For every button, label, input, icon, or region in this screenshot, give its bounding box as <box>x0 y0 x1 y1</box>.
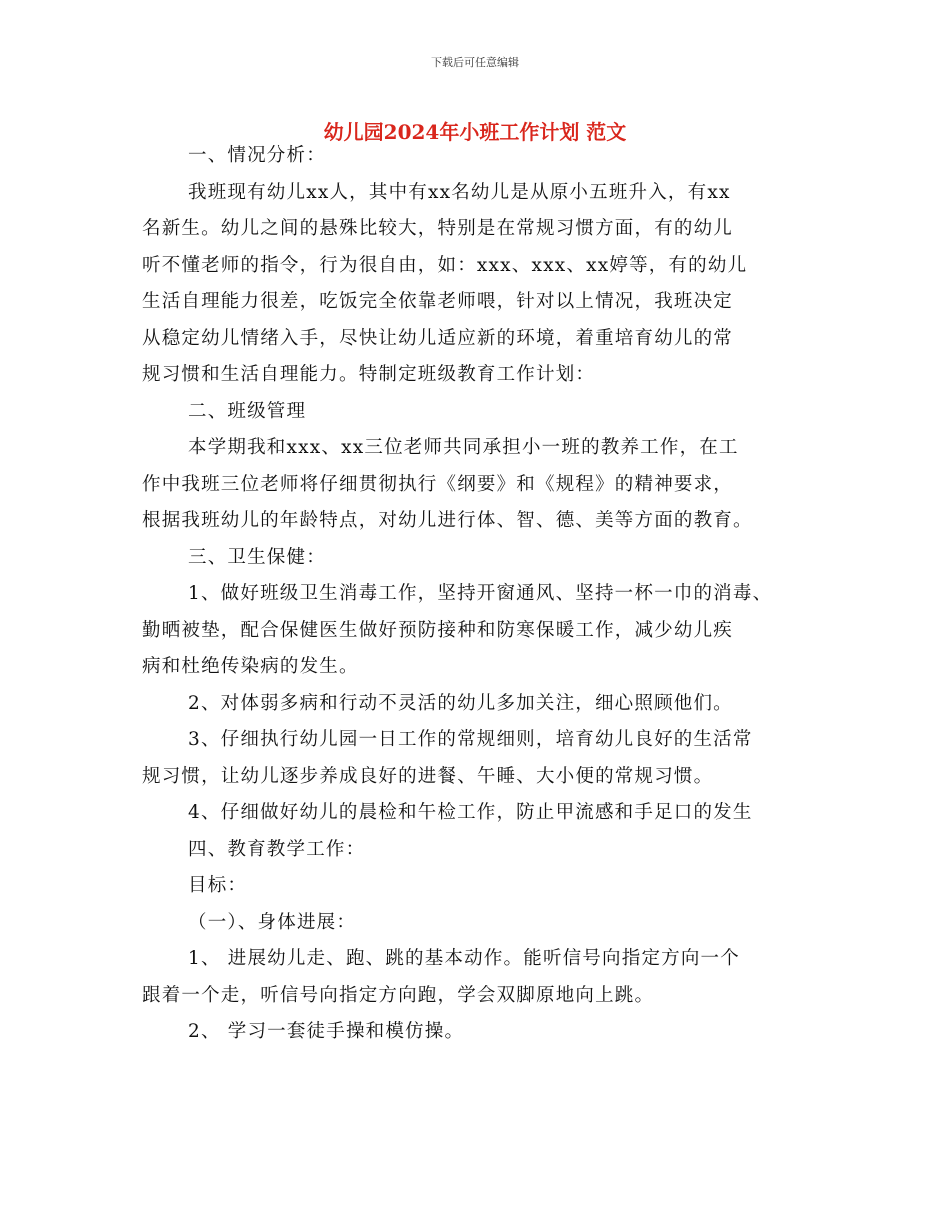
paragraph-line: 勤晒被垫，配合保健医生做好预防接种和防寒保暖工作，减少幼儿疾 <box>142 619 734 641</box>
paragraph-line: 4、仔细做好幼儿的晨检和午检工作，防止甲流感和手足口的发生 <box>188 802 753 823</box>
paragraph-line: 3、仔细执行幼儿园一日工作的常规细则，培育幼儿良好的生活常 <box>188 729 753 750</box>
paragraph-line: 规习惯和生活自理能力。特制定班级教育工作计划： <box>142 364 596 385</box>
paragraph-line: 1、做好班级卫生消毒工作，坚持开窗通风、坚持一杯一巾的消毒、 <box>188 583 773 604</box>
paragraph-line: 根据我班幼儿的年龄特点，对幼儿进行体、智、德、美等方面的教育。 <box>142 510 753 531</box>
paragraph-line: 1、 进展幼儿走、跑、跳的基本动作。能听信号向指定方向一个 <box>188 948 740 969</box>
document-body <box>142 138 822 1051</box>
paragraph-line: 名新生。幼儿之间的悬殊比较大，特别是在常规习惯方面，有的幼儿 <box>142 218 734 239</box>
paragraph-line: 2、 学习一套徒手操和模仿操。 <box>188 1021 465 1042</box>
paragraph-line: 我班现有幼儿xx人，其中有xx名幼儿是从原小五班升入，有xx <box>188 181 731 203</box>
paragraph-line: （一）、身体进展： <box>188 911 357 933</box>
paragraph-line: 听不懂老师的指令，行为很自由，如：xxx、xxx、xx婷等，有的幼儿 <box>142 254 748 276</box>
paragraph-line: 从稳定幼儿情绪入手，尽快让幼儿适应新的环境，着重培育幼儿的常 <box>142 327 734 349</box>
paragraph-line: 二、班级管理 <box>188 400 307 422</box>
paragraph-line: 三、卫生保健： <box>188 546 326 568</box>
paragraph-line: 规习惯，让幼儿逐步养成良好的进餐、午睡、大小便的常规习惯。 <box>142 765 714 787</box>
paragraph-line: 一、情况分析： <box>188 145 326 166</box>
paragraph-line: 作中我班三位老师将仔细贯彻执行《纲要》和《规程》的精神要求， <box>142 473 734 495</box>
paragraph-line: 跟着一个走，听信号向指定方向跑，学会双脚原地向上跳。 <box>142 984 655 1006</box>
paragraph-line: 2、对体弱多病和行动不灵活的幼儿多加关注，细心照顾他们。 <box>188 692 733 714</box>
paragraph-line: 本学期我和xxx、xx三位老师共同承担小一班的教养工作，在工 <box>188 437 739 458</box>
header-note: 下载后可任意编辑 <box>431 56 519 69</box>
document-title: 幼儿园2024年小班工作计划 范文 <box>323 120 627 144</box>
paragraph-line: 目标： <box>188 875 248 896</box>
paragraph-line: 生活自理能力很差，吃饭完全依靠老师喂，针对以上情况，我班决定 <box>142 291 734 312</box>
paragraph-line: 病和杜绝传染病的发生。 <box>142 656 359 677</box>
paragraph-line: 四、教育教学工作： <box>188 838 366 860</box>
